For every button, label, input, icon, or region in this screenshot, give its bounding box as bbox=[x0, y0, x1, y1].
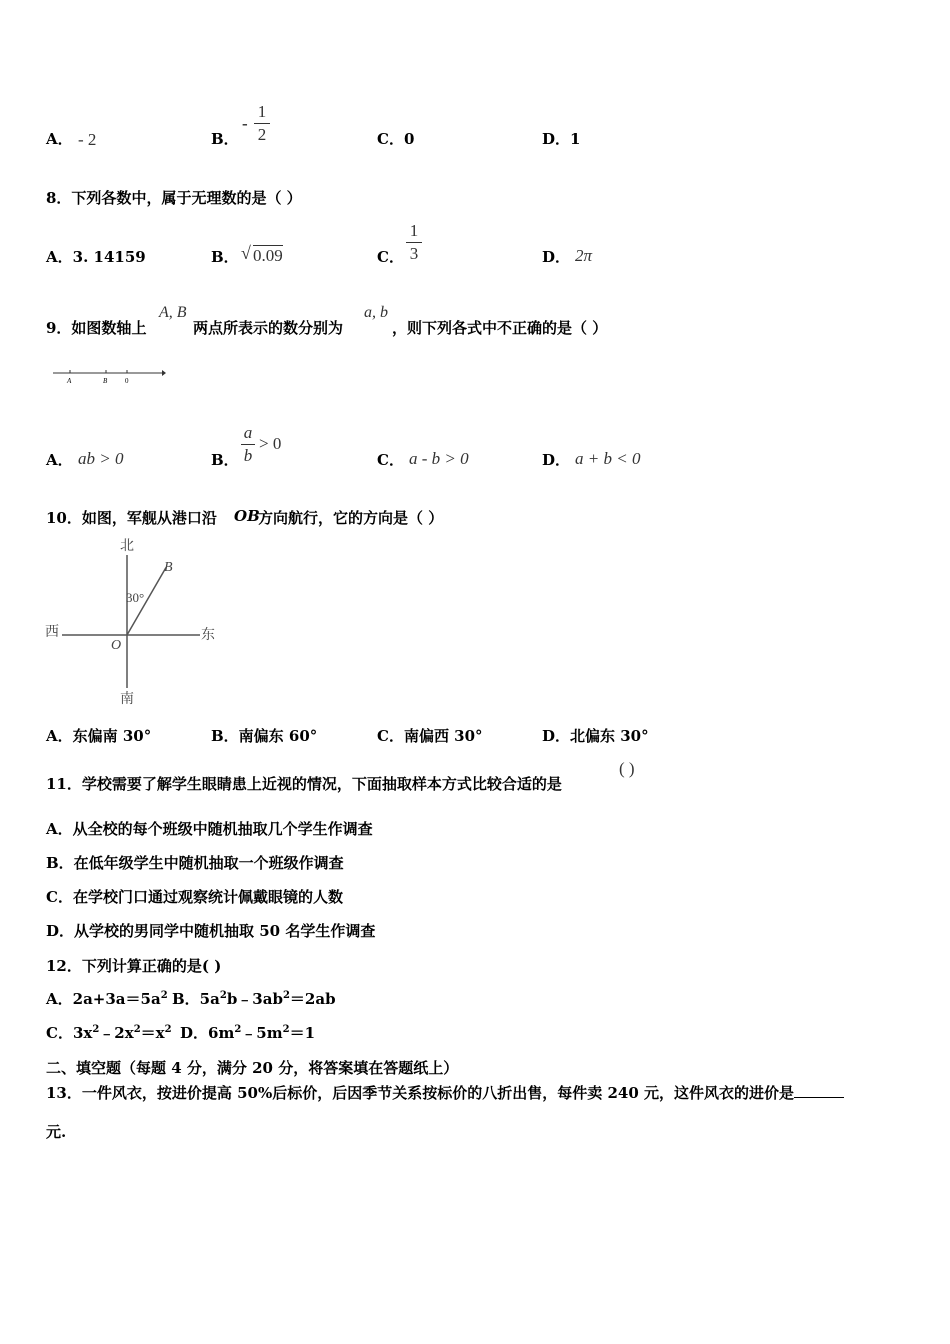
q9-stem-part1: 9．如图数轴上 bbox=[46, 319, 147, 337]
q9-option-a-value: ab > 0 bbox=[78, 449, 124, 468]
q12-option-b: B．$5a^2b﹣3ab^2=2ab$ bbox=[172, 990, 336, 1008]
q9-option-b-denominator: b bbox=[243, 446, 253, 465]
q9-stem-values: a, b bbox=[364, 304, 388, 321]
q10-option-d: D．北偏东 30° bbox=[542, 727, 649, 745]
q9-stem-part2: 两点所表示的数分别为 bbox=[193, 319, 344, 337]
q8-option-c-label: C． bbox=[377, 248, 404, 266]
q9-option-b-label: B． bbox=[211, 451, 239, 469]
radical-icon: √ bbox=[241, 243, 251, 263]
fraction-bar bbox=[241, 444, 255, 445]
q8-stem: 8．下列各数中，属于无理数的是（ ） bbox=[46, 189, 302, 207]
q11-answer-paren: ( ) bbox=[619, 759, 635, 778]
q12-option-d: D．$6m^2﹣5m^2=1$ bbox=[180, 1024, 316, 1042]
q10-stem-ray: OB bbox=[234, 507, 260, 525]
q13-stem: 13．一件风衣，按进价提高 50%后标价，后因季节关系按标价的八折出售，每件卖 240 元，这件风衣的进价是 bbox=[46, 1082, 844, 1103]
q13-unit: 元. bbox=[46, 1123, 67, 1141]
q10-stem-part2: 方向航行，它的方向是（ ） bbox=[258, 509, 444, 527]
q8-option-c-numerator: 1 bbox=[409, 221, 419, 240]
q10-stem-part1: 10．如图，军舰从港口沿 bbox=[46, 509, 217, 527]
q7-option-a-label: A． bbox=[46, 130, 73, 148]
q11-option-b: B．在低年级学生中随机抽取一个班级作调查 bbox=[46, 854, 344, 872]
origin-label: O bbox=[111, 638, 122, 653]
q12-option-c: C．$3x^2﹣2x^2=x^2$ bbox=[46, 1024, 172, 1042]
q9-option-b-fraction bbox=[241, 423, 255, 466]
q9-option-a-label: A． bbox=[46, 451, 73, 469]
q8-option-d-label: D． bbox=[542, 248, 571, 266]
east-label: 东 bbox=[201, 627, 215, 643]
q11-option-d: D．从学校的男同学中随机抽取 50 名学生作调查 bbox=[46, 922, 376, 940]
q7-option-b-numerator: 1 bbox=[257, 102, 267, 121]
q12-stem: 12．下列计算正确的是( ) bbox=[46, 957, 222, 975]
q9-option-b-relation: > 0 bbox=[259, 434, 282, 453]
compass-figure bbox=[40, 533, 230, 708]
q13-answer-blank[interactable] bbox=[794, 1083, 844, 1098]
q7-option-c: C．0 bbox=[377, 130, 415, 148]
number-line-figure bbox=[50, 364, 170, 388]
q8-option-c-fraction bbox=[406, 221, 422, 264]
q9-option-c-label: C． bbox=[377, 451, 404, 469]
axis-label-a: A bbox=[67, 377, 72, 385]
q10-option-c: C．南偏西 30° bbox=[377, 727, 483, 745]
q9-option-d-value: a + b < 0 bbox=[575, 449, 641, 468]
axis-label-zero: 0 bbox=[125, 377, 129, 385]
q7-option-b-label: B． bbox=[211, 130, 239, 148]
q9-option-b-numerator: a bbox=[243, 423, 253, 442]
q10-option-a: A．东偏南 30° bbox=[46, 727, 152, 745]
q10-option-b: B．南偏东 60° bbox=[211, 727, 318, 745]
fraction-bar bbox=[406, 242, 422, 243]
number-line-arrow-icon bbox=[162, 370, 166, 376]
q7-option-b-sign: - bbox=[242, 114, 248, 133]
q11-option-a: A．从全校的每个班级中随机抽取几个学生作调查 bbox=[46, 820, 373, 838]
section-2-title: 二、填空题（每题 4 分，满分 20 分，将答案填在答题纸上） bbox=[46, 1059, 459, 1077]
q7-option-a-value: - 2 bbox=[78, 130, 97, 149]
point-b-label: B bbox=[164, 560, 173, 575]
q9-stem-points: A, B bbox=[159, 304, 187, 321]
angle-label: 30° bbox=[126, 590, 145, 605]
q8-option-b-value: 0.09 bbox=[253, 246, 283, 265]
q8-option-d-value: 2π bbox=[575, 246, 593, 265]
q8-option-b-label: B． bbox=[211, 248, 239, 266]
q9-stem-part3: ，则下列各式中不正确的是（ ） bbox=[392, 319, 608, 337]
q7-option-d: D．1 bbox=[542, 130, 581, 148]
fraction-bar bbox=[254, 123, 270, 124]
q7-option-b-fraction bbox=[254, 102, 270, 145]
axis-label-b: B bbox=[103, 377, 108, 385]
south-label: 南 bbox=[120, 691, 134, 707]
q11-option-c: C．在学校门口通过观察统计佩戴眼镜的人数 bbox=[46, 888, 343, 906]
q11-stem: 11．学校需要了解学生眼睛患上近视的情况，下面抽取样本方式比较合适的是 bbox=[46, 775, 562, 793]
q8-option-c-denominator: 3 bbox=[409, 244, 419, 263]
north-label: 北 bbox=[120, 538, 134, 554]
q7-option-b-denominator: 2 bbox=[257, 125, 267, 144]
q9-option-c-value: a - b > 0 bbox=[409, 449, 469, 468]
q8-option-a: A．3. 14159 bbox=[46, 248, 146, 266]
q12-option-a: A．$2a+3a=5a^2$ bbox=[46, 990, 168, 1008]
q9-option-d-label: D． bbox=[542, 451, 571, 469]
west-label: 西 bbox=[45, 624, 59, 640]
